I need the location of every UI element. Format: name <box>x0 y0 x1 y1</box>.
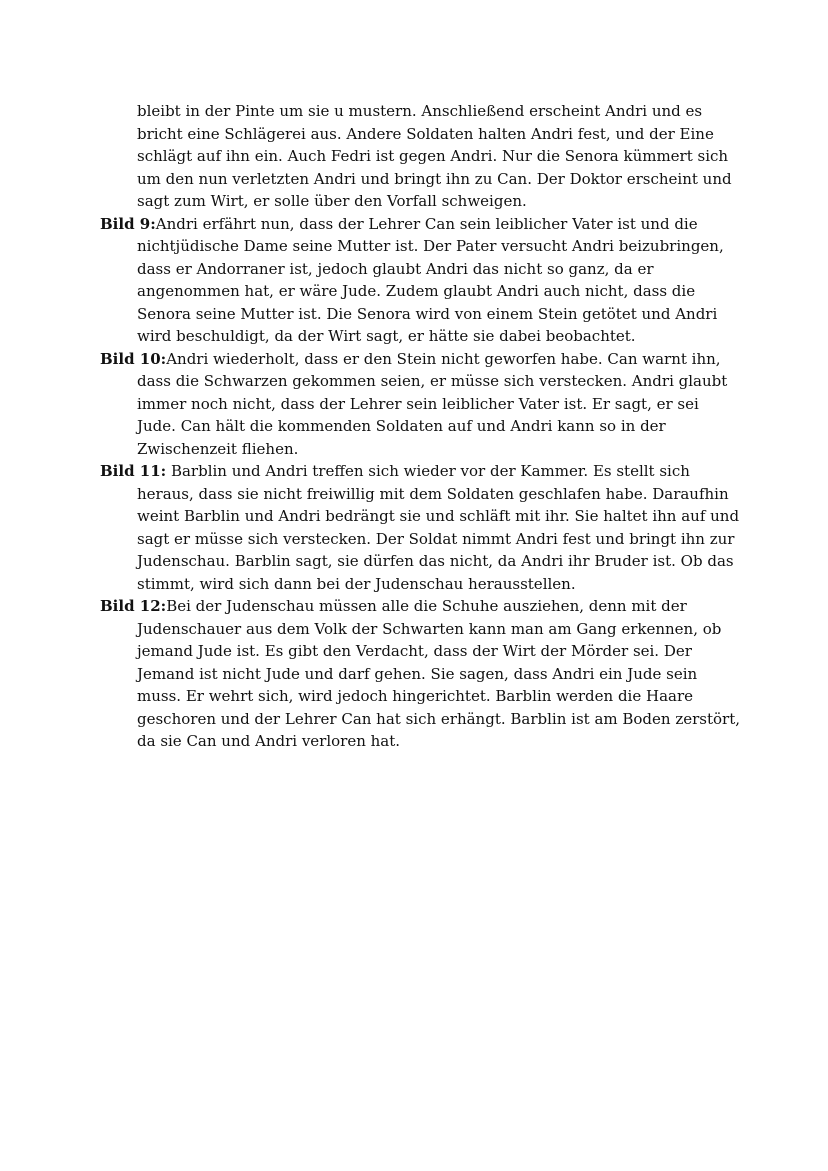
section-text-bild-12: Bei der Judenschau müssen alle die Schuhe ausziehen, denn mit der Judenschauer aus dem Volk der Schwarten kann man am Gang erkennen, ob jemand Jude ist. Es gibt den Verdacht, dass der Wirt der Mörder sei. Der Jemand ist nicht Jude und darf gehen. Sie sagen, dass Andri ein Jude sein muss. Er wehrt sich, wird jedoch hingerichtet. Barblin werden die Haare geschoren und der Lehrer Can hat sich erhängt. Barblin ist am Boden zerstört, da sie Can und Andri verloren hat. <box>137 597 741 750</box>
section-label-bild-9: Bild 9: <box>100 214 156 233</box>
section-bild-9 <box>100 213 740 348</box>
section-text-bild-10: Andri wiederholt, dass er den Stein nicht geworfen habe. Can warnt ihn, dass die Schwarzen gekommen seien, er müsse sich verstecken. Andri glaubt immer noch nicht, dass der Lehrer sein leiblicher Vater ist. Er sagt, er sei Jude. Can hält die kommenden Soldaten auf und Andri kann so in der Zwischenzeit fliehen. <box>137 349 728 458</box>
section-text-bild-11: Barblin und Andri treffen sich wieder vor der Kammer. Es stellt sich heraus, dass sie nicht freiwillig mit dem Soldaten geschlafen habe. Daraufhin weint Barblin und Andri bedrängt sie und schläft mit ihr. Sie haltet ihn auf und sagt er müsse sich verstecken. Der Soldat nimmt Andri fest und bringt ihn zur Judenschau. Barblin sagt, sie dürfen das nicht, da Andri ihr Bruder ist. Ob das stimmt, wird sich dann bei der Judenschau herausstellen. <box>137 462 740 593</box>
section-bild-10 <box>100 348 740 461</box>
section-label-bild-11: Bild 11: <box>100 462 167 480</box>
section-label-bild-10: Bild 10: <box>100 349 167 368</box>
section-label-bild-12: Bild 12: <box>100 597 167 615</box>
intro-paragraph <box>100 100 740 213</box>
intro-text: bleibt in der Pinte um sie u mustern. Anschließend erscheint Andri und es bricht eine Schlägerei aus. Andere Soldaten halten Andri fest, und der Eine schlägt auf ihn ein. Auch Fedri ist gegen Andri. Nur die Senora kümmert sich um den nun verletzten Andri und bringt ihn zu Can. Der Doktor erscheint und sagt zum Wirt, er solle über den Vorfall schweigen. <box>137 102 732 210</box>
section-text-bild-9: Andri erfährt nun, dass der Lehrer Can sein leiblicher Vater ist und die nichtjüdische Dame seine Mutter ist. Der Pater versucht Andri beizubringen, dass er Andorraner ist, jedoch glaubt Andri das nicht so ganz, da er angenommen hat, er wäre Jude. Zudem glaubt Andri auch nicht, dass die Senora seine Mutter ist. Die Senora wird von einem Stein getötet und Andri wird beschuldigt, da der Wirt sagt, er hätte sie dabei beobachtet. <box>137 214 724 345</box>
section-bild-11 <box>100 460 740 595</box>
section-bild-12 <box>100 595 740 753</box>
document-body <box>100 100 740 753</box>
